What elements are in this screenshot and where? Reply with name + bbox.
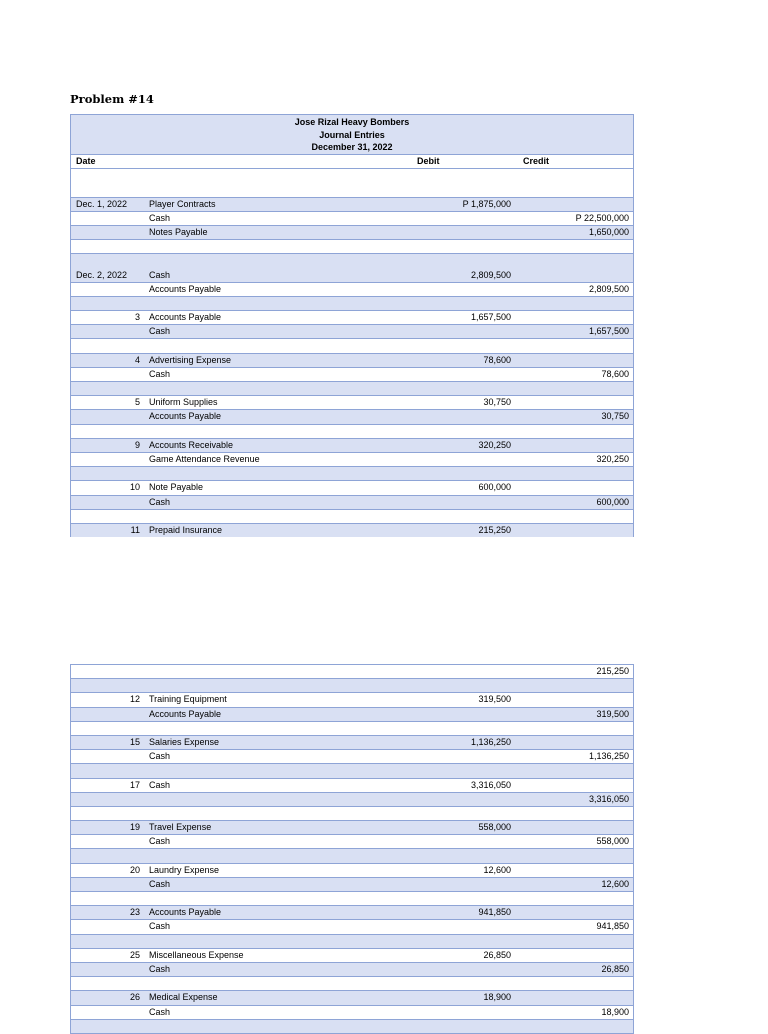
account-name: Note Payable: [149, 482, 204, 493]
journal-row: [71, 707, 633, 721]
account-name: Training Equipment: [149, 694, 227, 705]
journal-row: [71, 338, 633, 352]
debit-amount: 12,600: [483, 864, 511, 875]
journal-row: [71, 282, 633, 296]
journal-row: [71, 934, 633, 948]
debit-amount: 3,316,050: [470, 779, 511, 790]
debit-amount: 320,250: [478, 439, 511, 450]
entry-day: 17: [129, 779, 140, 790]
entry-date: Dec. 1, 2022: [76, 198, 128, 209]
debit-amount: 1,657,500: [470, 312, 511, 323]
journal-row: [71, 962, 633, 976]
account-name: Cash: [149, 751, 171, 762]
journal-row: [71, 395, 633, 409]
problem-title: Problem #14: [70, 92, 154, 106]
account-name: Cash: [149, 1006, 171, 1017]
entry-day: 3: [134, 312, 140, 323]
account-name: Prepaid Insurance: [149, 524, 223, 535]
journal-row: [71, 664, 633, 678]
account-name: Accounts Receivable: [149, 439, 234, 450]
journal-row: [71, 948, 633, 962]
credit-amount: 941,850: [596, 921, 629, 932]
credit-amount: 1,136,250: [588, 751, 629, 762]
entry-day: 25: [129, 949, 140, 960]
column-header-row: [71, 154, 633, 168]
journal-row: [71, 225, 633, 239]
credit-amount: 1,657,500: [588, 326, 629, 337]
credit-amount: 558,000: [596, 836, 629, 847]
account-name: Travel Expense: [149, 822, 212, 833]
credit-amount: 215,250: [596, 666, 629, 676]
account-name: Medical Expense: [149, 992, 218, 1003]
credit-amount: 600,000: [596, 496, 629, 507]
account-name: Cash: [149, 212, 171, 223]
journal-row: [71, 763, 633, 777]
debit-amount: 30,750: [483, 397, 511, 408]
account-name: Cash: [149, 496, 171, 507]
account-name: Accounts Payable: [149, 708, 222, 719]
journal-row: [71, 409, 633, 423]
entry-day: 20: [129, 864, 140, 875]
journal-row: [71, 692, 633, 706]
account-name: Accounts Payable: [149, 283, 222, 294]
journal-subtitle: Journal Entries: [319, 129, 385, 140]
journal-row: [71, 919, 633, 933]
journal-row: [71, 1019, 633, 1033]
entry-day: 4: [134, 354, 140, 365]
company-name: Jose Rizal Heavy Bombers: [294, 117, 410, 127]
journal-row: [71, 466, 633, 480]
entry-day: 12: [129, 694, 140, 705]
entry-day: 26: [129, 992, 140, 1003]
account-name: Accounts Payable: [149, 907, 222, 918]
entry-day: 19: [129, 822, 140, 833]
journal-row: [71, 848, 633, 862]
credit-amount: 26,850: [601, 963, 629, 974]
account-name: Cash: [149, 878, 171, 889]
journal-row: [71, 976, 633, 990]
journal-table-page-2: [70, 664, 634, 1034]
account-name: Cash: [149, 963, 171, 974]
entry-date: Dec. 2, 2022: [76, 269, 128, 280]
journal-row: [71, 820, 633, 834]
account-name: Cash: [149, 836, 171, 847]
credit-amount: 12,600: [601, 878, 629, 889]
debit-amount: 26,850: [483, 949, 511, 960]
account-name: Salaries Expense: [149, 736, 220, 747]
journal-rows-page-1: [71, 168, 633, 537]
account-name: Cash: [149, 326, 171, 337]
date-column-header: Date: [76, 156, 96, 166]
credit-amount: 2,809,500: [588, 283, 629, 294]
account-name: Cash: [149, 779, 171, 790]
journal-row: [71, 877, 633, 891]
journal-row: [71, 806, 633, 820]
journal-row: [71, 523, 633, 537]
journal-date: December 31, 2022: [311, 142, 393, 152]
account-name: Cash: [149, 269, 171, 280]
journal-row: [71, 310, 633, 324]
credit-amount: P 22,500,000: [575, 212, 629, 223]
journal-row: [71, 452, 633, 466]
journal-row: [71, 509, 633, 523]
account-name: Game Attendance Revenue: [149, 453, 260, 464]
journal-row: [71, 834, 633, 848]
journal-row: [71, 438, 633, 452]
account-name: Accounts Payable: [149, 411, 222, 422]
account-name: Advertising Expense: [149, 354, 232, 365]
debit-amount: 941,850: [478, 907, 511, 918]
journal-row: [71, 211, 633, 225]
debit-amount: 1,136,250: [470, 736, 511, 747]
account-name: Accounts Payable: [149, 312, 222, 323]
journal-row: [71, 905, 633, 919]
credit-amount: 319,500: [596, 708, 629, 719]
journal-row: [71, 891, 633, 905]
journal-row: [71, 678, 633, 692]
journal-rows-page-2: [71, 664, 633, 1033]
journal-row: [71, 168, 633, 196]
entry-day: 9: [134, 439, 140, 450]
account-name: Notes Payable: [149, 226, 208, 237]
journal-row: [71, 480, 633, 494]
credit-amount: 18,900: [601, 1006, 629, 1017]
debit-amount: 215,250: [478, 524, 511, 535]
account-name: Cash: [149, 368, 171, 379]
journal-row: [71, 367, 633, 381]
entry-day: 11: [130, 524, 140, 535]
journal-row: [71, 721, 633, 735]
journal-row: [71, 792, 633, 806]
account-name: Laundry Expense: [149, 864, 220, 875]
journal-header: [71, 114, 633, 154]
journal-row: [71, 863, 633, 877]
journal-row: [71, 749, 633, 763]
journal-row: [71, 778, 633, 792]
debit-column-header: Debit: [417, 156, 440, 166]
journal-row: [71, 990, 633, 1004]
journal-row: [71, 324, 633, 338]
debit-amount: 600,000: [478, 482, 511, 493]
journal-row: [71, 735, 633, 749]
journal-row: [71, 239, 633, 253]
credit-amount: 78,600: [601, 368, 629, 379]
debit-amount: 319,500: [478, 694, 511, 705]
account-name: Player Contracts: [149, 198, 216, 209]
account-name: Cash: [149, 921, 171, 932]
credit-amount: 30,750: [601, 411, 629, 422]
credit-amount: 320,250: [596, 453, 629, 464]
debit-amount: 18,900: [483, 992, 511, 1003]
debit-amount: 2,809,500: [470, 269, 511, 280]
journal-row: [71, 296, 633, 310]
entry-day: 15: [129, 736, 140, 747]
credit-column-header: Credit: [523, 156, 550, 166]
debit-amount: 78,600: [483, 354, 511, 365]
journal-row: [71, 381, 633, 395]
debit-amount: P 1,875,000: [462, 198, 511, 209]
entry-day: 5: [134, 397, 140, 408]
journal-row: [71, 253, 633, 281]
journal-table-page-1: [70, 114, 634, 537]
entry-day: 10: [129, 482, 140, 493]
account-name: Miscellaneous Expense: [149, 949, 244, 960]
credit-amount: 3,316,050: [588, 793, 629, 804]
credit-amount: 1,650,000: [588, 226, 629, 237]
account-name: Uniform Supplies: [149, 397, 218, 408]
journal-row: [71, 495, 633, 509]
debit-amount: 558,000: [478, 822, 511, 833]
journal-row: [71, 197, 633, 211]
journal-row: [71, 424, 633, 438]
journal-row: [71, 1005, 633, 1019]
journal-row: [71, 353, 633, 367]
entry-day: 23: [129, 907, 140, 918]
